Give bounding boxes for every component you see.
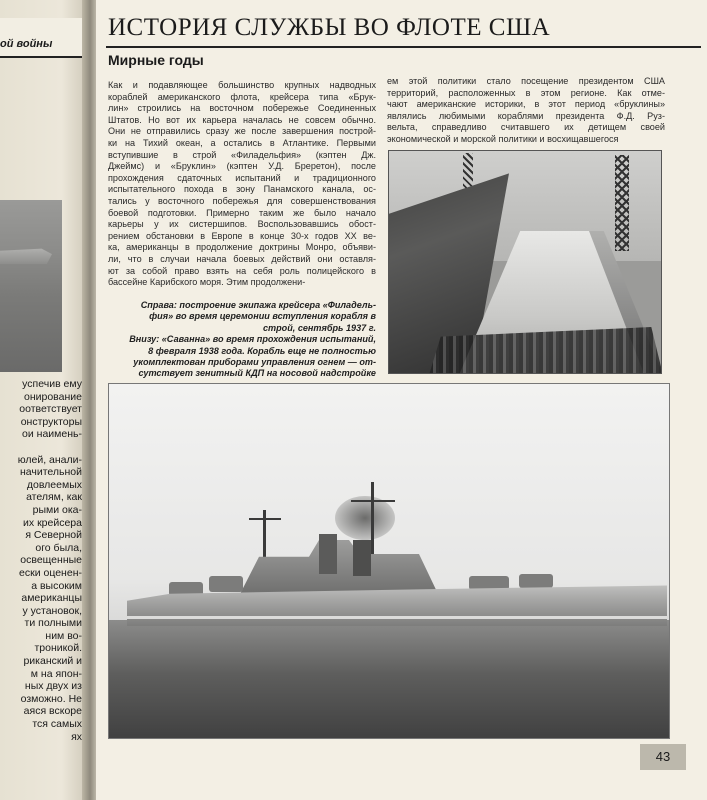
body-text-line: бассейне Карибского моря. Этим продолжени- — [108, 277, 306, 288]
left-text-line: ти полными — [24, 617, 82, 630]
left-text-line: ого была, — [35, 541, 82, 554]
caption-line: укомплектован приборами управления огнем — от- — [133, 357, 376, 368]
left-text-line: тся самых — [32, 718, 82, 731]
left-text-line: ях — [71, 730, 82, 743]
left-text-line: я Северной — [25, 529, 82, 542]
body-text-line: лин» строились на восточном побережье Соединенных — [108, 103, 376, 114]
body-text-line: кораблей американского флота, крейсера типа «Брук- — [108, 91, 376, 102]
left-text-line: у установок, — [22, 604, 82, 617]
body-text-line: ют за собой право взять на себя роль полицейского в — [108, 265, 376, 276]
right-page — [96, 0, 707, 800]
body-text-line: экономической и морской политики и восхищавшегося — [387, 133, 619, 144]
caption-line: фия» во время церемонии вступления корабля в — [149, 311, 376, 322]
caption-line: строй, сентябрь 1937 г. — [262, 322, 376, 333]
left-facing-page — [0, 0, 88, 800]
left-text-line: юлей, анали- — [17, 453, 82, 466]
body-text-line: ки на Тихий океан, а остались в Атлантике. Первыми — [108, 137, 376, 148]
left-text-line: онирование — [24, 390, 82, 403]
left-text-line: ателям, как — [26, 491, 82, 504]
body-text-line: ли, что в случаи начала боевых действий они оставля- — [108, 253, 376, 264]
left-text-line: озможно. Не — [20, 692, 82, 705]
cruiser-savannah-photo — [108, 383, 670, 739]
page-title: ИСТОРИЯ СЛУЖБЫ ВО ФЛОТЕ США — [108, 14, 551, 41]
left-page-text — [0, 378, 82, 743]
body-text-line: ка, американцы в продолжение доктрины Монро, объяви- — [108, 242, 376, 253]
left-page-photo — [0, 200, 62, 372]
caption-line: Справа: построение экипажа крейсера «Филадель- — [140, 300, 376, 310]
body-text-line: боевой подготовки. Примерно таким же было начало — [108, 207, 376, 218]
body-text-line: рением обстановки в Европе в конце 30-х годов XX ве- — [108, 230, 376, 241]
body-text-line: территорий, расположенных в этом регионе. Как отме- — [387, 87, 665, 98]
left-text-line: освещенные — [20, 554, 82, 567]
caption-line: Внизу: «Саванна» во время прохождения испытаний, — [129, 334, 376, 345]
body-text-line: тались у восточного побережья для совершенствования — [108, 195, 376, 206]
page-number: 43 — [640, 744, 686, 770]
title-rule — [106, 46, 701, 48]
body-column-2 — [387, 76, 665, 146]
body-text-line: прохождения сдаточных испытаний и традиционного — [108, 172, 376, 183]
body-column-1 — [108, 80, 376, 289]
crew-ceremony-photo — [388, 150, 662, 374]
body-text-line: ем этой политики стало посещение президентом США — [387, 76, 665, 86]
body-text-line: карьеры у их систершипов. Воспользовавшись обост- — [108, 219, 376, 230]
body-text-line: Они не отправились сразу же после завершения построй- — [108, 126, 376, 137]
photo-caption — [110, 300, 376, 380]
body-text-line: вступившие в строй «Филадельфия» (кэптен Дж. — [108, 149, 376, 160]
left-text-line: ним во- — [45, 629, 82, 642]
left-text-line: а высоким — [31, 579, 82, 592]
left-text-line: м на япон- — [30, 667, 82, 680]
body-text-line: являлись любимыми кораблями президента Ф.Д. Руз- — [387, 110, 665, 121]
left-text-line: американцы — [21, 592, 82, 605]
left-text-line: их крейсера — [23, 516, 82, 529]
body-text-line: испытательного похода в зону Панамского канала, ос- — [108, 184, 376, 195]
left-ship-image — [0, 242, 52, 264]
left-text-line — [0, 441, 82, 454]
left-page-header — [0, 18, 88, 58]
left-text-line: рыми ока- — [32, 503, 82, 516]
left-text-line: начительной — [19, 466, 82, 479]
left-text-line: ных двух из — [24, 680, 82, 693]
left-text-line: онструкторы — [20, 415, 82, 428]
left-text-line: оответствует — [19, 403, 82, 416]
left-page-header-fragment: ой войны — [0, 38, 53, 50]
left-text-line: ески оценен- — [19, 566, 82, 579]
left-text-line: успечив ему — [22, 378, 82, 390]
section-subtitle: Мирные годы — [108, 52, 204, 68]
left-text-line: ои наимень- — [22, 428, 82, 441]
left-text-line: довлеемых — [26, 478, 82, 491]
left-text-line: аяся вскоре — [23, 705, 82, 718]
body-text-line: чают американские историки, в этот период «бруклины» — [387, 99, 665, 110]
caption-line: 8 февраля 1938 года. Корабль еще не полностью — [148, 345, 376, 356]
body-text-line: Штатов. Но вот их карьера началась не совсем обычно. — [108, 114, 376, 125]
left-text-line: троникой. — [34, 642, 82, 655]
left-text-line: риканский и — [23, 655, 82, 668]
body-text-line: Как и подавляющее большинство крупных надводных — [108, 80, 376, 90]
body-text-line: Джеймс) и «Бруклин» (кэптен У.Д. Бреретон), после — [108, 161, 376, 172]
caption-line: сутствует зенитный КДП на носовой надстройке — [138, 368, 376, 379]
body-text-line: вельта, справедливо считавшего их детищем своей — [387, 122, 665, 133]
